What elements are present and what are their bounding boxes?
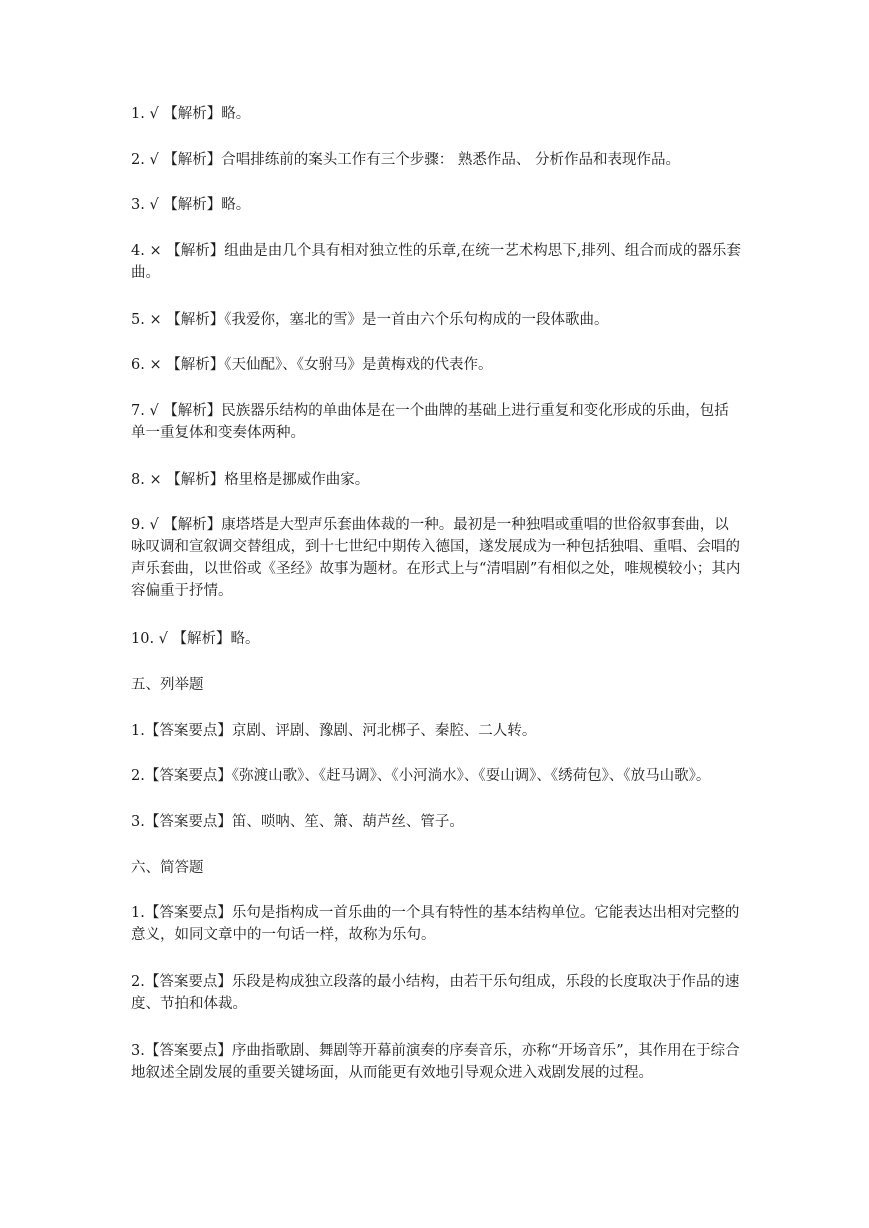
answer-3: 3. √ 【解析】略。 <box>131 197 251 213</box>
answer-10: 10. √ 【解析】略。 <box>131 631 260 647</box>
short-answer-1: 1.【答案要点】乐句是指构成一首乐曲的一个具有特性的基本结构单位。它能表达出相对完整的意义，如同文章中的一句话一样，故称为乐句。 <box>131 905 740 943</box>
answer-9: 9. √ 【解析】康塔塔是大型声乐套曲体裁的一种。最初是一种独唱或重唱的世俗叙事套曲，以咏叹调和宣叙调交替组成，到十七世纪中期传入德国，遂发展成为一种包括独唱、重唱、会唱的声乐套曲，以世俗或《圣经》故事为题材。在形式上与“清唱剧”有相似之处，唯规模较小；其内容偏重于抒情。 <box>131 517 741 599</box>
listing-answer-3: 3.【答案要点】笛、唢呐、笙、箫、葫芦丝、管子。 <box>131 814 464 830</box>
answer-2: 2. √ 【解析】合唱排练前的案头工作有三个步骤： 熟悉作品、 分析作品和表现作品。 <box>131 152 681 168</box>
answer-6: 6. × 【解析】《天仙配》、《女驸马》是黄梅戏的代表作。 <box>131 357 493 373</box>
answer-4: 4. × 【解析】组曲是由几个具有相对独立性的乐章,在统一艺术构思下,排列、组合而成的器乐套曲。 <box>131 243 741 281</box>
answer-7: 7. √ 【解析】民族器乐结构的单曲体是在一个曲牌的基础上进行重复和变化形成的乐曲，包括单一重复体和变奏体两种。 <box>131 403 729 441</box>
listing-answer-2: 2.【答案要点】《弥渡山歌》、《赶马调》、《小河淌水》、《耍山调》、《绣荷包》、《放马山歌》。 <box>131 768 711 784</box>
section-heading-short-answer: 六、简答题 <box>131 860 204 876</box>
short-answer-2: 2.【答案要点】乐段是构成独立段落的最小结构，由若干乐句组成，乐段的长度取决于作品的速度、节拍和体裁。 <box>131 974 740 1012</box>
answer-5: 5. × 【解析】《我爱你，塞北的雪》是一首由六个乐句构成的一段体歌曲。 <box>131 312 609 328</box>
answer-8: 8. × 【解析】格里格是挪威作曲家。 <box>131 472 370 488</box>
listing-answer-1: 1.【答案要点】京剧、评剧、豫剧、河北梆子、秦腔、二人转。 <box>131 723 537 739</box>
section-heading-listing: 五、列举题 <box>131 677 204 693</box>
answer-1: 1. √ 【解析】略。 <box>131 106 251 122</box>
short-answer-3: 3.【答案要点】序曲指歌剧、舞剧等开幕前演奏的序奏音乐，亦称“开场音乐”，其作用在于综合地叙述全剧发展的重要关键场面，从而能更有效地引导观众进入戏剧发展的过程。 <box>131 1043 740 1081</box>
